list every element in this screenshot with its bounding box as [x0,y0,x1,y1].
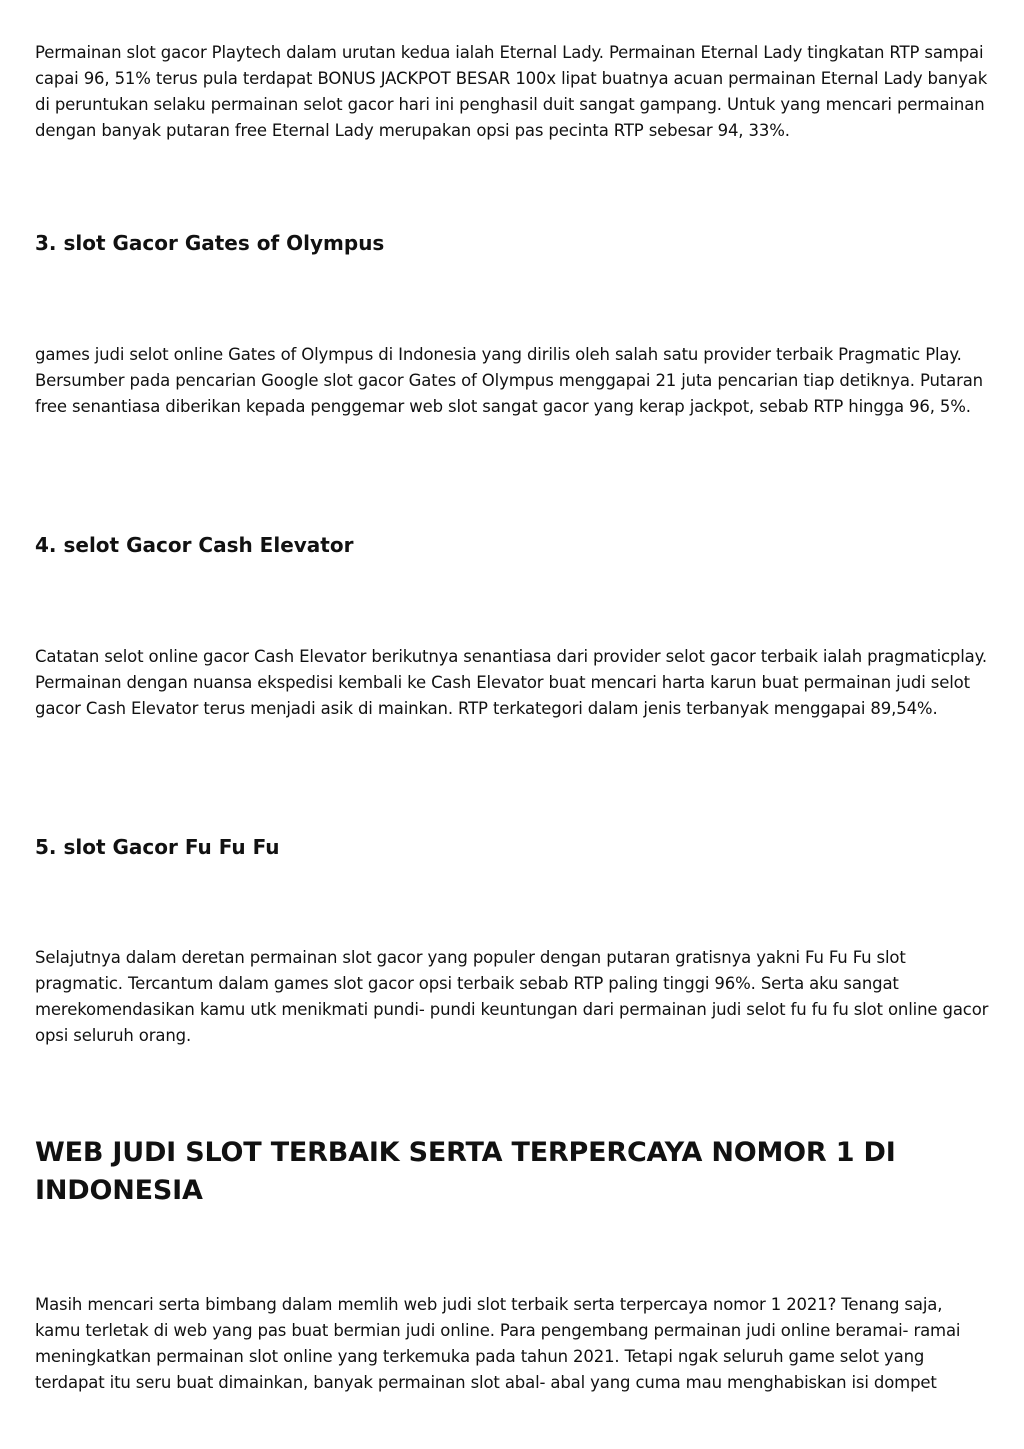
heading-fu-fu-fu: 5. slot Gacor Fu Fu Fu [35,835,280,859]
main-heading: WEB JUDI SLOT TERBAIK SERTA TERPERCAYA NOMOR 1 DI INDONESIA [35,1137,896,1206]
paragraph-gates-of-olympus: games judi selot online Gates of Olympus di Indonesia yang dirilis oleh salah satu provider terbaik Pragmatic Play. Bersumber pada pencarian Google slot gacor Gates of Olympus menggapai 21 juta pencarian tiap detiknya. Putaran free senantiasa diberikan kepada penggemar web slot sangat gacor yang kerap jackpot, sebab RTP hingga 96, 5%. [35,345,983,416]
heading-gates-of-olympus: 3. slot Gacor Gates of Olympus [35,231,385,255]
final-paragraph: Masih mencari serta bimbang dalam memlih web judi slot terbaik serta terpercaya nomor 1 2021? Tenang saja, kamu terletak di web yang pas buat bermian judi online. Para pengembang permainan judi online beramai- ramai meningkatkan permainan slot online yang terkemuka pada tahun 2021. Tetapi ngak seluruh game selot yang terdapat itu seru buat dimainkan, banyak permainan slot abal- abal yang cuma mau menghabiskan isi dompet [35,1295,961,1392]
heading-cash-elevator: 4. selot Gacor Cash Elevator [35,533,354,557]
intro-paragraph: Permainan slot gacor Playtech dalam urutan kedua ialah Eternal Lady. Permainan Eternal Lady tingkatan RTP sampai capai 96, 51% terus pula terdapat BONUS JACKPOT BESAR 100x lipat buatnya acuan permainan Eternal Lady banyak di peruntukan selaku permainan selot gacor hari ini penghasil duit sangat gampang. Untuk yang mencari permainan dengan banyak putaran free Eternal Lady merupakan opsi pas pecinta RTP sebesar 94, 33%. [35,43,988,140]
paragraph-cash-elevator: Catatan selot online gacor Cash Elevator berikutnya senantiasa dari provider selot gacor terbaik ialah pragmaticplay. Permainan dengan nuansa ekspedisi kembali ke Cash Elevator buat mencari harta karun buat permainan judi selot gacor Cash Elevator terus menjadi asik di mainkan. RTP terkategori dalam jenis terbanyak menggapai 89,54%. [35,647,987,718]
paragraph-fu-fu-fu: Selajutnya dalam deretan permainan slot gacor yang populer dengan putaran gratisnya yakni Fu Fu Fu slot pragmatic. Tercantum dalam games slot gacor opsi terbaik sebab RTP paling tinggi 96%. Serta aku sangat merekomendasikan kamu utk menikmati pundi- pundi keuntungan dari permainan judi selot fu fu fu slot online gacor opsi seluruh orang. [35,948,989,1045]
